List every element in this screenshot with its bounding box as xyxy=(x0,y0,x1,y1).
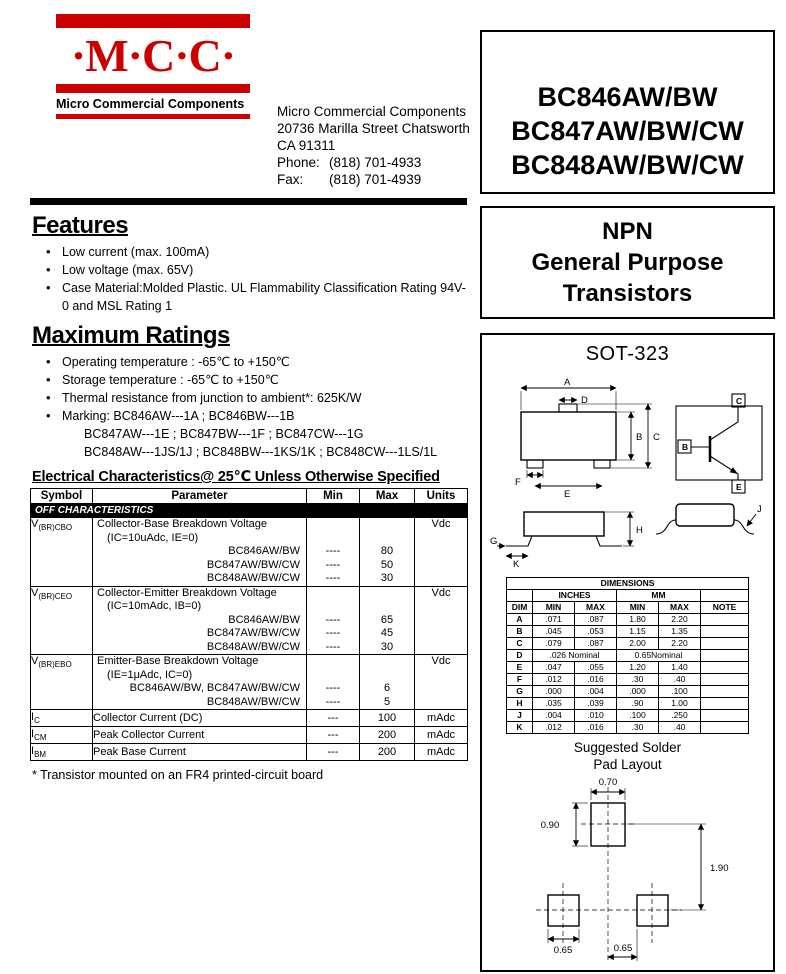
features-list xyxy=(44,243,467,315)
row-icm xyxy=(31,727,468,744)
pad-dim-top-height: 0.90 xyxy=(540,820,560,831)
mcc-logo xyxy=(56,14,250,119)
feature-item-3: • Case Material:Molded Plastic. UL Flammability Classification Rating 94V-0 and MSL Rating 1 xyxy=(44,279,467,315)
param-vbrcbo: Collector-Base Breakdown Voltage (IC=10uAdc, IE=0) BC846AW/BW BC847AW/BW/CW BC848AW/BW/CW xyxy=(93,518,307,587)
dims-col-dim: DIM xyxy=(507,602,533,614)
units-vbrebo: Vdc xyxy=(415,655,468,710)
symbol-vbrcbo: $V_{(BR)CBO}$ xyxy=(31,518,93,587)
dimensions-table xyxy=(506,577,749,734)
dim-label-d: D xyxy=(581,395,588,406)
maximum-ratings-list xyxy=(44,353,467,461)
col-units: Units xyxy=(415,489,468,504)
electrical-characteristics-heading: Electrical Characteristics@ 25℃ Unless Otherwise Specified xyxy=(32,469,440,485)
dim-label-a: A xyxy=(564,377,571,388)
type-line-1: NPN xyxy=(602,218,653,245)
feature-item-2: • Low voltage (max. 65V) xyxy=(44,261,467,279)
dim-row-b: B .045 .053 1.15 1.35 xyxy=(507,626,749,638)
address-line3: CA 91311 xyxy=(277,138,336,153)
dims-col-min-in: MIN xyxy=(533,602,575,614)
logo-bottom-bar xyxy=(56,114,250,119)
dim-row-j: J .004 .010 .100 .250 xyxy=(507,710,749,722)
part-number-3: BC848AW/BW/CW xyxy=(511,150,744,180)
electrical-characteristics-table xyxy=(30,488,468,761)
dim-row-g: G .000 .004 .000 .100 xyxy=(507,686,749,698)
row-vbr-ceo xyxy=(31,586,468,655)
max-ibm: 200 xyxy=(360,744,415,761)
row-ibm xyxy=(31,744,468,761)
package-box xyxy=(480,333,775,972)
rating-item-2: • Storage temperature : -65℃ to +150℃ xyxy=(44,371,467,389)
maximum-ratings-heading: Maximum Ratings xyxy=(32,322,230,349)
units-icm: mAdc xyxy=(415,727,468,744)
pin-label-c: C xyxy=(736,396,743,406)
marking-line-2: BC847AW---1E ; BC847BW---1F ; BC847CW---1G xyxy=(84,427,364,441)
max-icm: 200 xyxy=(360,727,415,744)
phone-label: Phone: xyxy=(277,155,320,170)
npn-transistor-symbol xyxy=(676,394,762,493)
pin-label-e: E xyxy=(736,482,742,492)
rating-item-1: • Operating temperature : -65℃ to +150℃ xyxy=(44,353,467,371)
footnote: * Transistor mounted on an FR4 printed-circuit board xyxy=(32,768,324,782)
rating-item-marking: • Marking: BC846AW---1A ; BC846BW---1B BC847AW---1E ; BC847BW---1F ; BC847CW---1G BC848AW---1JS/1J ; BC848BW---1KS/1K ; BC848CW---1LS/1L xyxy=(44,407,467,461)
pin-label-b: B xyxy=(682,442,689,452)
dim-row-c: C .079 .087 2.00 2.20 xyxy=(507,638,749,650)
part-number-2: BC847AW/BW/CW xyxy=(511,116,744,146)
logo-text: ·M·C·C· xyxy=(70,30,236,81)
dim-label-h: H xyxy=(636,525,643,536)
logo-tagline: Micro Commercial Components xyxy=(56,97,245,111)
dim-label-j: J xyxy=(757,504,762,515)
dim-row-f: F .012 .016 .30 .40 xyxy=(507,674,749,686)
feature-item-1: • Low current (max. 100mA) xyxy=(44,243,467,261)
sot323-end-view xyxy=(656,504,762,534)
dims-col-min-mm: MIN xyxy=(617,602,659,614)
features-heading: Features xyxy=(32,212,129,239)
param-ic: Collector Current (DC) xyxy=(93,710,307,727)
company-address xyxy=(277,103,470,188)
row-ic xyxy=(31,710,468,727)
row-vbr-cbo xyxy=(31,518,468,587)
symbol-vbrceo: $V_{(BR)CEO}$ xyxy=(31,586,93,655)
pad-dim-pitch: 1.90 xyxy=(710,863,729,874)
logo-top-bar xyxy=(56,14,250,28)
fax-row xyxy=(277,171,470,188)
units-ibm: mAdc xyxy=(415,744,468,761)
max-vbrebo: 6 5 xyxy=(360,655,415,710)
dims-col-max-mm: MAX xyxy=(659,602,701,614)
param-ibm: Peak Base Current xyxy=(93,744,307,761)
min-vbrceo: ---- ---- ---- xyxy=(307,586,360,655)
dims-col-max-in: MAX xyxy=(575,602,617,614)
part-number-1: BC846AW/BW xyxy=(537,82,718,112)
solder-pad-title: Suggested Solder Pad Layout xyxy=(573,740,682,772)
symbol-ibm: $I_{BM}$ xyxy=(31,744,93,761)
sot323-package-drawing xyxy=(486,368,769,573)
min-ic: --- xyxy=(307,710,360,727)
max-ic: 100 xyxy=(360,710,415,727)
dims-inches-header: INCHES xyxy=(533,590,617,602)
dim-row-d: D .026 Nominal 0.65Nominal xyxy=(507,650,749,662)
symbol-icm: $I_{CM}$ xyxy=(31,727,93,744)
symbol-vbrebo: $V_{(BR)EBO}$ xyxy=(31,655,93,710)
dims-title: DIMENSIONS xyxy=(507,578,749,590)
dim-label-f: F xyxy=(515,477,521,488)
phone-number: (818) 701-4933 xyxy=(329,155,422,170)
off-characteristics-bar: OFF CHARACTERISTICS xyxy=(31,504,468,518)
type-line-3: Transistors xyxy=(562,280,693,307)
type-line-2: General Purpose xyxy=(531,249,724,276)
dim-label-e: E xyxy=(564,489,571,500)
package-name: SOT-323 xyxy=(585,343,670,365)
min-vbrebo: ---- ---- xyxy=(307,655,360,710)
dim-label-b: B xyxy=(636,432,643,443)
dim-label-g: G xyxy=(490,536,498,547)
dim-label-k: K xyxy=(513,559,520,570)
min-icm: --- xyxy=(307,727,360,744)
param-icm: Peak Collector Current xyxy=(93,727,307,744)
dim-row-k: K .012 .016 .30 .40 xyxy=(507,722,749,734)
units-ic: mAdc xyxy=(415,710,468,727)
fax-number: (818) 701-4939 xyxy=(329,172,422,187)
device-type-box xyxy=(480,206,775,319)
max-vbrceo: 65 45 30 xyxy=(360,586,415,655)
dim-row-a: A .071 .087 1.80 2.20 xyxy=(507,614,749,626)
sot323-side-view xyxy=(490,512,643,570)
dims-mm-header: MM xyxy=(617,590,701,602)
elec-header-row xyxy=(31,489,468,504)
symbol-ic: $I_C$ xyxy=(31,710,93,727)
col-max: Max xyxy=(360,489,415,504)
logo-mid-bar xyxy=(56,84,250,93)
pad-dim-top-width: 0.70 xyxy=(598,777,618,788)
main-content-column xyxy=(30,198,467,782)
address-line1: Micro Commercial Components xyxy=(277,104,467,119)
rating-item-3: • Thermal resistance from junction to ambient*: 625K/W xyxy=(44,389,467,407)
param-vbrceo: Collector-Emitter Breakdown Voltage (IC=10mAdc, IB=0) BC846AW/BW BC847AW/BW/CW BC848AW/BW/CW xyxy=(93,586,307,655)
param-vbrebo: Emitter-Base Breakdown Voltage (IE=1μAdc, IC=0) BC846AW/BW, BC847AW/BW/CW BC848AW/BW/CW xyxy=(93,655,307,710)
col-min: Min xyxy=(307,489,360,504)
solder-pad-layout xyxy=(486,775,769,965)
marking-line-3: BC848AW---1JS/1J ; BC848BW---1KS/1K ; BC848CW---1LS/1L xyxy=(84,445,438,459)
min-ibm: --- xyxy=(307,744,360,761)
max-vbrcbo: 80 50 30 xyxy=(360,518,415,587)
units-vbrcbo: Vdc xyxy=(415,518,468,587)
dim-row-h: H .035 .039 .90 1.00 xyxy=(507,698,749,710)
col-symbol: Symbol xyxy=(31,489,93,504)
units-vbrceo: Vdc xyxy=(415,586,468,655)
dims-col-note: NOTE xyxy=(701,602,749,614)
section-divider-bar xyxy=(30,198,467,205)
off-characteristics-row xyxy=(31,504,468,518)
sot323-top-view xyxy=(515,377,660,500)
dim-row-e: E .047 .055 1.20 1.40 xyxy=(507,662,749,674)
part-number-box xyxy=(480,30,775,194)
phone-row xyxy=(277,154,470,171)
min-vbrcbo: ---- ---- ---- xyxy=(307,518,360,587)
pad-dim-bottom-width: 0.65 xyxy=(553,945,573,956)
pad-dim-offset: 0.65 xyxy=(613,943,633,954)
dim-label-c: C xyxy=(653,432,660,443)
col-parameter: Parameter xyxy=(93,489,307,504)
address-line2: 20736 Marilla Street Chatsworth xyxy=(277,121,470,136)
fax-label: Fax: xyxy=(277,172,304,187)
row-vbr-ebo xyxy=(31,655,468,710)
